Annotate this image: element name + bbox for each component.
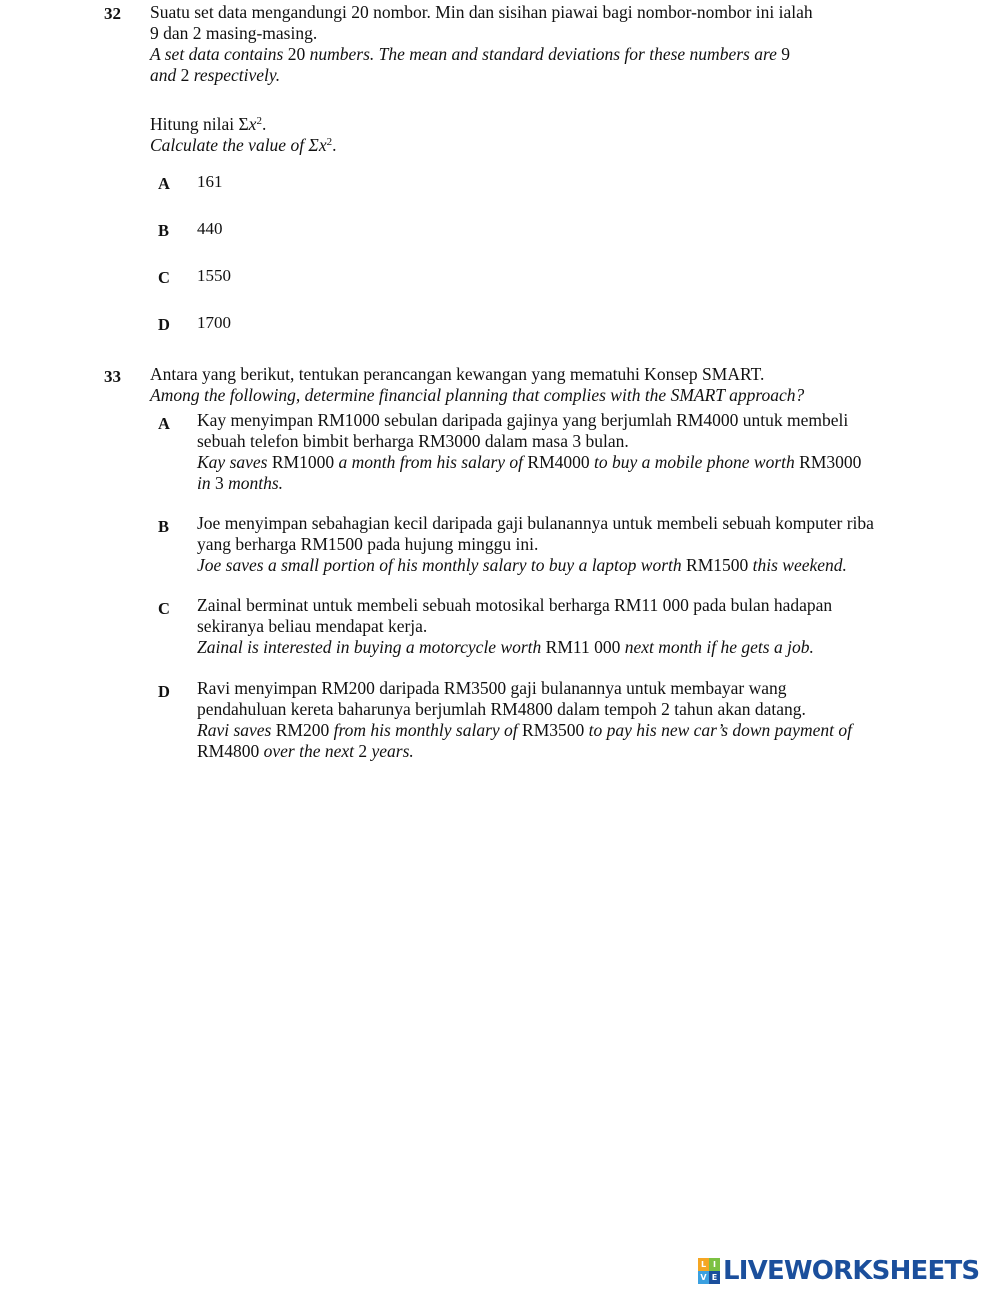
- option-text-english: Joe saves a small portion of his monthly salary to buy a laptop worth RM1500 this weekend.: [197, 555, 847, 575]
- option-text-english: in 3 months.: [197, 473, 284, 493]
- option-value: 1700: [197, 313, 231, 332]
- logo-mark-icon: [698, 1258, 720, 1284]
- option-letter: A: [158, 174, 170, 193]
- question-text-english: Among the following, determine financial planning that complies with the SMART approach?: [150, 385, 805, 405]
- option-text-malay: Zainal berminat untuk membeli sebuah motosikal berharga RM11 000 pada bulan hadapan: [197, 595, 833, 615]
- option-text-malay: Ravi menyimpan RM200 daripada RM3500 gaji bulanannya untuk membayar wang: [197, 678, 787, 698]
- question-32-ask: [150, 114, 910, 156]
- option-text-malay: pendahuluan kereta baharunya berjumlah RM4800 dalam tempoh 2 tahun akan datang.: [197, 699, 806, 719]
- option-text-malay: sekiranya beliau mendapat kerja.: [197, 616, 428, 636]
- answer-option[interactable]: [197, 595, 917, 658]
- option-letter: B: [158, 221, 170, 240]
- option-text-english: Zainal is interested in buying a motorcycle worth RM11 000 next month if he gets a job.: [197, 637, 814, 657]
- option-letter: A: [158, 414, 170, 433]
- question-33-text: [150, 364, 910, 406]
- logo-mark-tile: I: [709, 1258, 720, 1271]
- option-letter: D: [158, 682, 170, 701]
- logo-mark-tile: E: [709, 1271, 720, 1284]
- question-text-malay: Suatu set data mengandungi 20 nombor. Min dan sisihan piawai bagi nombor-nombor ini ialah: [150, 2, 813, 22]
- option-letter: B: [158, 517, 170, 536]
- question-text-english: A set data contains 20 numbers. The mean and standard deviations for these numbers are 9: [150, 44, 791, 64]
- option-text-english: Kay saves RM1000 a month from his salary of RM4000 to buy a mobile phone worth RM3000: [197, 452, 862, 472]
- question-text-english: and 2 respectively.: [150, 65, 281, 85]
- option-text-english: Ravi saves RM200 from his monthly salary of RM3500 to pay his new car’s down payment of: [197, 720, 852, 740]
- answer-option[interactable]: [197, 513, 917, 576]
- answer-option[interactable]: [197, 410, 917, 494]
- ask-english: Calculate the value of $\Sigma x^2$.: [150, 135, 337, 155]
- option-text-malay: Joe menyimpan sebahagian kecil daripada gaji bulanannya untuk membeli sebuah komputer riba: [197, 513, 874, 533]
- ask-malay: Hitung nilai $\Sigma x^2$.: [150, 114, 267, 134]
- option-letter: C: [158, 599, 170, 618]
- liveworksheets-logo: [698, 1254, 979, 1288]
- logo-mark-tile: V: [698, 1271, 709, 1284]
- option-text-english: RM4800 over the next 2 years.: [197, 741, 414, 761]
- option-text-malay: yang berharga RM1500 pada hujung minggu ini.: [197, 534, 539, 554]
- option-value: 1550: [197, 266, 231, 285]
- option-text-malay: Kay menyimpan RM1000 sebulan daripada gajinya yang berjumlah RM4000 untuk membeli: [197, 410, 849, 430]
- question-32-text: [150, 2, 910, 86]
- option-letter: D: [158, 315, 170, 334]
- question-number: 32: [104, 4, 121, 23]
- option-value: 161: [197, 172, 223, 191]
- logo-mark-tile: L: [698, 1258, 709, 1271]
- option-letter: C: [158, 268, 170, 287]
- option-value: 440: [197, 219, 223, 238]
- answer-option[interactable]: [197, 678, 917, 762]
- question-number: 33: [104, 367, 121, 386]
- question-text-malay: 9 dan 2 masing-masing.: [150, 23, 318, 43]
- logo-text: LIVEWORKSHEETS: [723, 1255, 980, 1286]
- option-text-malay: sebuah telefon bimbit berharga RM3000 dalam masa 3 bulan.: [197, 431, 629, 451]
- question-text-malay: Antara yang berikut, tentukan perancangan kewangan yang mematuhi Konsep SMART.: [150, 364, 765, 384]
